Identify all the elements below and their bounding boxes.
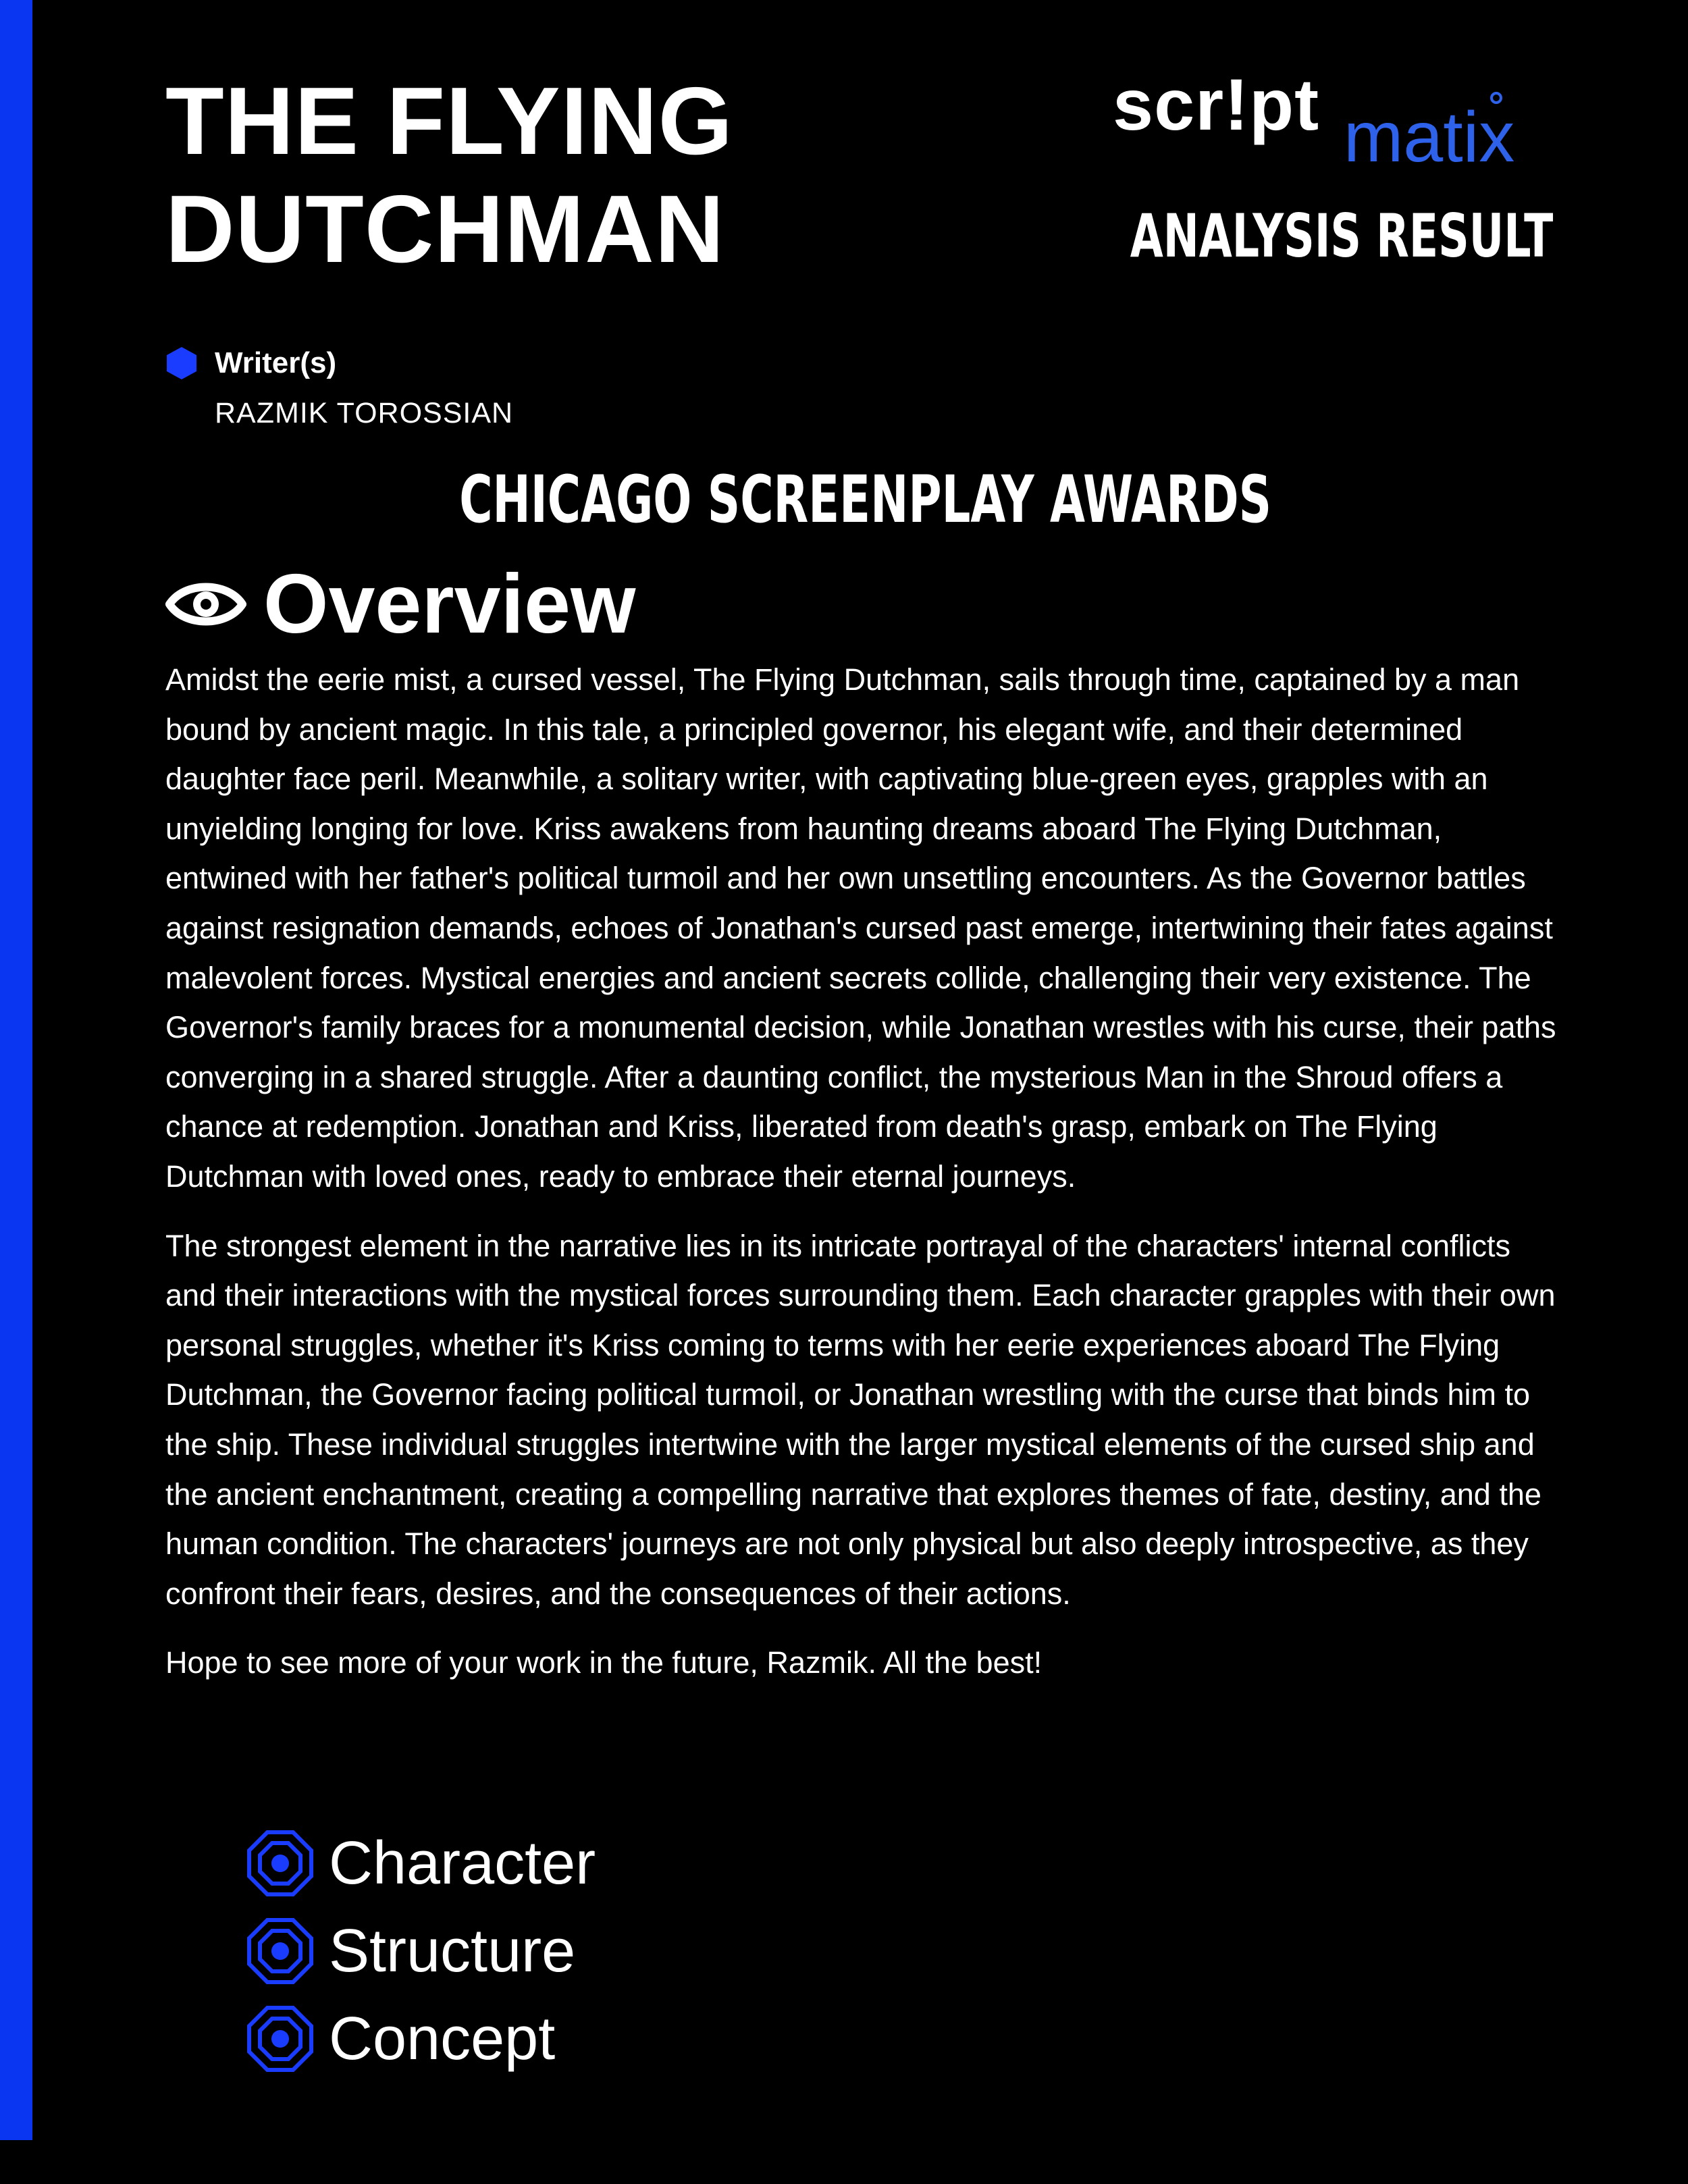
closing-paragraph: Hope to see more of your work in the future, Razmik. All the best!	[165, 1645, 1043, 1680]
category-label: Concept	[329, 2005, 556, 2073]
logo-dot-icon	[1490, 92, 1502, 104]
writer-name: RAZMIK TOROSSIAN	[215, 397, 514, 429]
screenplay-title	[165, 68, 1043, 284]
analysis-result-label: ANALYSIS RESULT	[1130, 201, 1553, 271]
target-octagon-icon	[246, 2005, 314, 2073]
title-line-2: DUTCHMAN	[165, 176, 725, 283]
target-octagon-icon	[246, 1830, 314, 1897]
strengths-paragraph: The strongest element in the narrative lies in its intricate portrayal of the characters' internal conflicts and their interactions with the mystical forces surrounding them. Each character grapples with their own personal struggles, whether it's Kriss coming to terms with her eerie experiences aboard The Flying Dutchman, the Governor facing political turmoil, or Jonathan wrestling with the curse that binds him to the ship. These individual struggles intertwine with the larger mystical elements of the cursed ship and the ancient enchantment, creating a compelling narrative that explores themes of fate, destiny, and the human condition. The characters' journeys are not only physical but also deeply introspective, as they confront their fears, desires, and the consequences of their actions.	[165, 1228, 1556, 1611]
overview-body	[165, 655, 1566, 1707]
logo-script-text: scr!pt	[1113, 63, 1320, 145]
category-label: Structure	[329, 1917, 576, 1985]
synopsis-paragraph: Amidst the eerie mist, a cursed vessel, The Flying Dutchman, sails through time, captained by a man bound by ancient magic. In this tale, a principled governor, his elegant wife, and their determined daughter face peril. Meanwhile, a solitary writer, with captivating blue-green eyes, grapples with an unyielding longing for love. Kriss awakens from haunting dreams aboard The Flying Dutchman, entwined with her father's political turmoil and her own unsettling encounters. As the Governor battles against resignation demands, echoes of Jonathan's cursed past emerge, intertwining their fates against malevolent forces. Mystical energies and ancient secrets collide, challenging their very existence. The Governor's family braces for a monumental decision, while Jonathan wrestles with his curse, their paths converging in a shared struggle. After a daunting conflict, the mysterious Man in the Shroud offers a chance at redemption. Jonathan and Kriss, liberated from death's grasp, embark on The Flying Dutchman with loved ones, ready to embrace their eternal journeys.	[165, 662, 1556, 1194]
title-line-1: THE FLYING	[165, 68, 734, 175]
eye-icon	[165, 576, 246, 633]
writers-label: Writer(s)	[215, 346, 337, 379]
category-item-structure	[246, 1907, 596, 1995]
accent-bar	[0, 0, 32, 2140]
overview-heading: Overview	[263, 558, 636, 651]
competition-name-text: CHICAGO SCREENPLAY AWARDS	[459, 462, 1271, 537]
category-list	[246, 1819, 596, 2083]
category-item-character	[246, 1819, 596, 1907]
competition-name	[0, 462, 1688, 537]
scriptmatix-logo	[1107, 63, 1553, 177]
logo-matix-text: matix	[1344, 97, 1515, 177]
category-label: Character	[329, 1830, 596, 1897]
hexagon-icon	[165, 346, 198, 380]
category-item-concept	[246, 1995, 596, 2083]
target-octagon-icon	[246, 1917, 314, 1985]
